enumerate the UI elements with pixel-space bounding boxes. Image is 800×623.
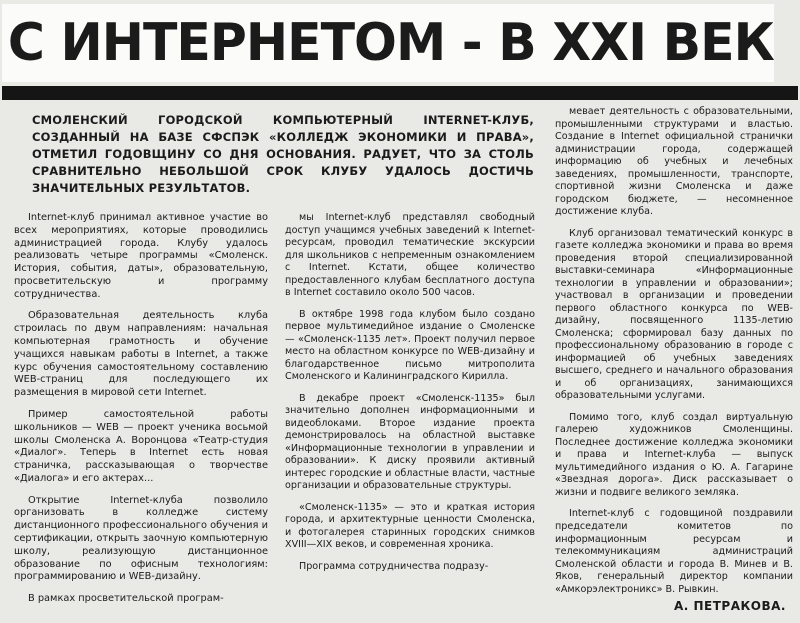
paragraph: мевает деятельность с образовательными, промышленными структурами и властью. Создание в Internet официальной странички администрации города, содержащей информацию об учебных и лечебных заведениях, промышленности, транспорте, спортивной жизни Смоленска и даже городском бюджете, — несомненное достижение клуба. <box>555 106 793 218</box>
paragraph: Образовательная деятельность клуба строилась по двум направлениям: начальная компьютерная грамотность и обучение учащихся навыкам работы в Internet, а также курс обучения самостоятельному составлению WEB-страниц для последующего их размещения в мировой сети Internet. <box>14 310 268 399</box>
paragraph: В рамках просветительской програм- <box>28 593 224 605</box>
paragraph: Открытие Internet-клуба позволило организовать в колледже систему дистанционного профессионального обучения и сертификации, открыть заочную компьютерную школу, реализующую дистанционное образование по офисным технологиям: программированию и WEB-дизайну. <box>14 494 268 583</box>
paragraph: Internet-клуб с годовщиной поздравили председатели комитетов по информационным ресурсам и телекоммуникациям администраций Смоленской области и города В. Минев и В. Яков, генеральный директор компании «Амкорэлектроникс» В. Рывкин. <box>555 508 793 595</box>
headline-rule <box>2 86 798 100</box>
paragraph: Помимо того, клуб создал виртуальную галерею художников Смоленщины. Последнее достижение колледжа экономики и права и Internet-клуба — выпуск мультимедийного издания о Ю. А. Гагарине «Звездная дорога». Диск рассказывает о жизни и подвиге великого земляка. <box>555 411 793 498</box>
paragraph: Пример самостоятельной работы школьников — WEB — проект ученика восьмой школы Смоленска А. Воронцова «Театр-студия «Диалог». Теперь в Internet есть новая страничка, рассказывающая о творчестве «Диалога» и его актерах... <box>14 408 268 484</box>
paragraph: В декабре проект «Смоленск-1135» был значительно дополнен информационными и видеоблоками. Второе издание проекта демонстрировалось на областной выставке «Информационные технологии в управлении и образовании». К диску проявили активный интерес городские и областные власти, частные организации и образовательные структуры. <box>285 392 535 492</box>
lead-paragraph: СМОЛЕНСКИЙ ГОРОДСКОЙ КОМПЬЮТЕРНЫЙ INTERNET-КЛУБ, СОЗДАННЫЙ НА БАЗЕ СФСПЭК «КОЛЛЕДЖ ЭКОНОМИКИ И ПРАВА», ОТМЕТИЛ ГОДОВЩИНУ СО ДНЯ ОСНОВАНИЯ. РАДУЕТ, ЧТО ЗА СТОЛЬ СРАВНИТЕЛЬНО НЕБОЛЬШОЙ СРОК КЛУБУ УДАЛОСЬ ДОСТИЧЬ ЗНАЧИТЕЛЬНЫХ РЕЗУЛЬТАТОВ. <box>32 113 534 195</box>
column-1 <box>14 212 268 615</box>
paragraph: «Смоленск-1135» — это и краткая история города, и архитектурные ценности Смоленска, и фотогалерея старинных городских снимков XVIII—XIX веков, и современная хроника. <box>285 501 535 551</box>
paragraph: В октябре 1998 года клубом было создано первое мультимедийное издание о Смоленске — «Смоленск-1135 лет». Проект получил первое место на областном конкурсе по WEB-дизайну и благодарственное письмо митрополита Смоленского и Калининградского Кирилла. <box>285 308 535 383</box>
column-3 <box>555 106 793 605</box>
paragraph: Internet-клуб принимал активное участие во всех мероприятиях, которые проводились администрацией города. Клубу удалось реализовать четыре программы «Смоленск. История, события, даты», образовательную, просветительскую и программу сотрудничества. <box>14 212 268 300</box>
headline: С ИНТЕРНЕТОМ - В XXI ВЕК <box>2 4 774 82</box>
column-2 <box>285 212 535 582</box>
paragraph: мы Internet-клуб представлял свободный доступ учащимся учебных заведений к Internet-ресурсам, проводил тематические экскурсии для школьников с непременным ознакомлением с Internet. Кстати, общее количество предоставленного клубам бесплатного доступа в Internet составило около 500 часов. <box>285 212 535 299</box>
author-signature: А. ПЕТРАКОВА. <box>673 599 786 613</box>
paragraph: Программа сотрудничества подразу- <box>299 560 489 572</box>
paragraph: Клуб организовал тематический конкурс в газете колледжа экономики и права во время проведения второй специализированной выставки-семинара «Информационные технологии в управлении и образовании»; участвовал в организации и проведении первого областного конкурса по WEB-дизайну, посвященного 1135-летию Смоленска; сформировал базу данных по профессиональному образованию в городе с информацией об учебных заведениях высшего, среднего и начального образования и об организациях, занимающихся образовательными услугами. <box>555 227 793 402</box>
